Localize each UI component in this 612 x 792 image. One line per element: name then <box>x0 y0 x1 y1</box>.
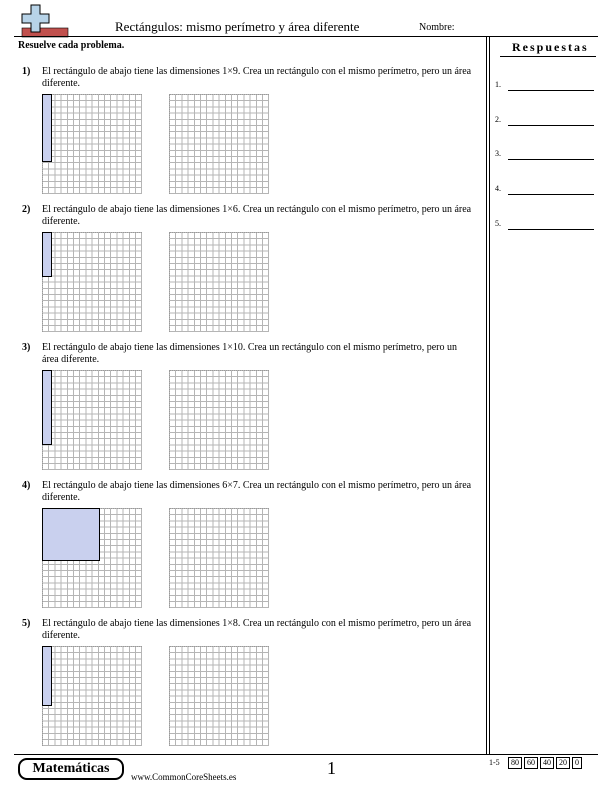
instructions: Resuelve cada problema. <box>18 40 125 51</box>
page-number: 1 <box>327 758 336 778</box>
drawing-grid[interactable] <box>169 232 269 332</box>
answer-number: 4. <box>495 184 501 193</box>
score-cell: 0 <box>572 757 582 769</box>
given-rectangle <box>42 232 52 277</box>
answer-blank[interactable] <box>508 90 594 91</box>
problem-number: 5) <box>22 618 31 629</box>
page-title: Rectángulos: mismo perímetro y área diferente <box>115 19 360 34</box>
drawing-grid[interactable] <box>169 646 269 746</box>
name-label: Nombre: <box>419 22 455 33</box>
problem-text: El rectángulo de abajo tiene las dimensiones 1×8. Crea un rectángulo con el mismo perímetro, pero un área diferente. <box>42 618 472 641</box>
given-rectangle-grid <box>42 94 142 194</box>
problem-number: 1) <box>22 66 31 77</box>
score-range-label: 1-5 <box>489 758 500 767</box>
given-rectangle-grid <box>42 370 142 470</box>
problem-text: El rectángulo de abajo tiene las dimensiones 1×6. Crea un rectángulo con el mismo perímetro, pero un área diferente. <box>42 204 472 227</box>
header-rule <box>14 36 598 37</box>
answers-title-rule <box>500 56 596 57</box>
given-rectangle <box>42 370 52 445</box>
worksheet-logo <box>18 4 72 38</box>
answer-number: 2. <box>495 115 501 124</box>
given-rectangle <box>42 508 100 561</box>
answer-column-divider-inner <box>489 36 490 754</box>
subject-badge: Matemáticas <box>18 758 124 780</box>
given-rectangle-grid <box>42 646 142 746</box>
score-cell: 20 <box>556 757 570 769</box>
answers-title: Respuestas <box>512 40 589 54</box>
problem-text: El rectángulo de abajo tiene las dimensiones 1×10. Crea un rectángulo con el mismo perímetro, pero un área diferente. <box>42 342 457 365</box>
score-cell: 60 <box>524 757 538 769</box>
given-rectangle-grid <box>42 232 142 332</box>
score-cell: 40 <box>540 757 554 769</box>
given-rectangle <box>42 94 52 162</box>
answer-number: 1. <box>495 80 501 89</box>
problem-text: El rectángulo de abajo tiene las dimensiones 1×9. Crea un rectángulo con el mismo perímetro, pero un área diferente. <box>42 66 472 89</box>
answer-blank[interactable] <box>508 194 594 195</box>
answer-column-divider <box>486 36 487 754</box>
drawing-grid[interactable] <box>169 370 269 470</box>
given-rectangle <box>42 646 52 706</box>
problem-text: El rectángulo de abajo tiene las dimensiones 6×7. Crea un rectángulo con el mismo perímetro, pero un área diferente. <box>42 480 472 503</box>
answer-blank[interactable] <box>508 229 594 230</box>
problem-number: 4) <box>22 480 31 491</box>
problem-number: 2) <box>22 204 31 215</box>
footer-rule <box>14 754 598 755</box>
answer-number: 5. <box>495 219 501 228</box>
answer-blank[interactable] <box>508 159 594 160</box>
answer-blank[interactable] <box>508 125 594 126</box>
score-cell: 80 <box>508 757 522 769</box>
score-table <box>508 757 582 769</box>
website-link[interactable]: www.CommonCoreSheets.es <box>131 772 237 782</box>
answer-number: 3. <box>495 149 501 158</box>
drawing-grid[interactable] <box>169 94 269 194</box>
problem-number: 3) <box>22 342 31 353</box>
drawing-grid[interactable] <box>169 508 269 608</box>
